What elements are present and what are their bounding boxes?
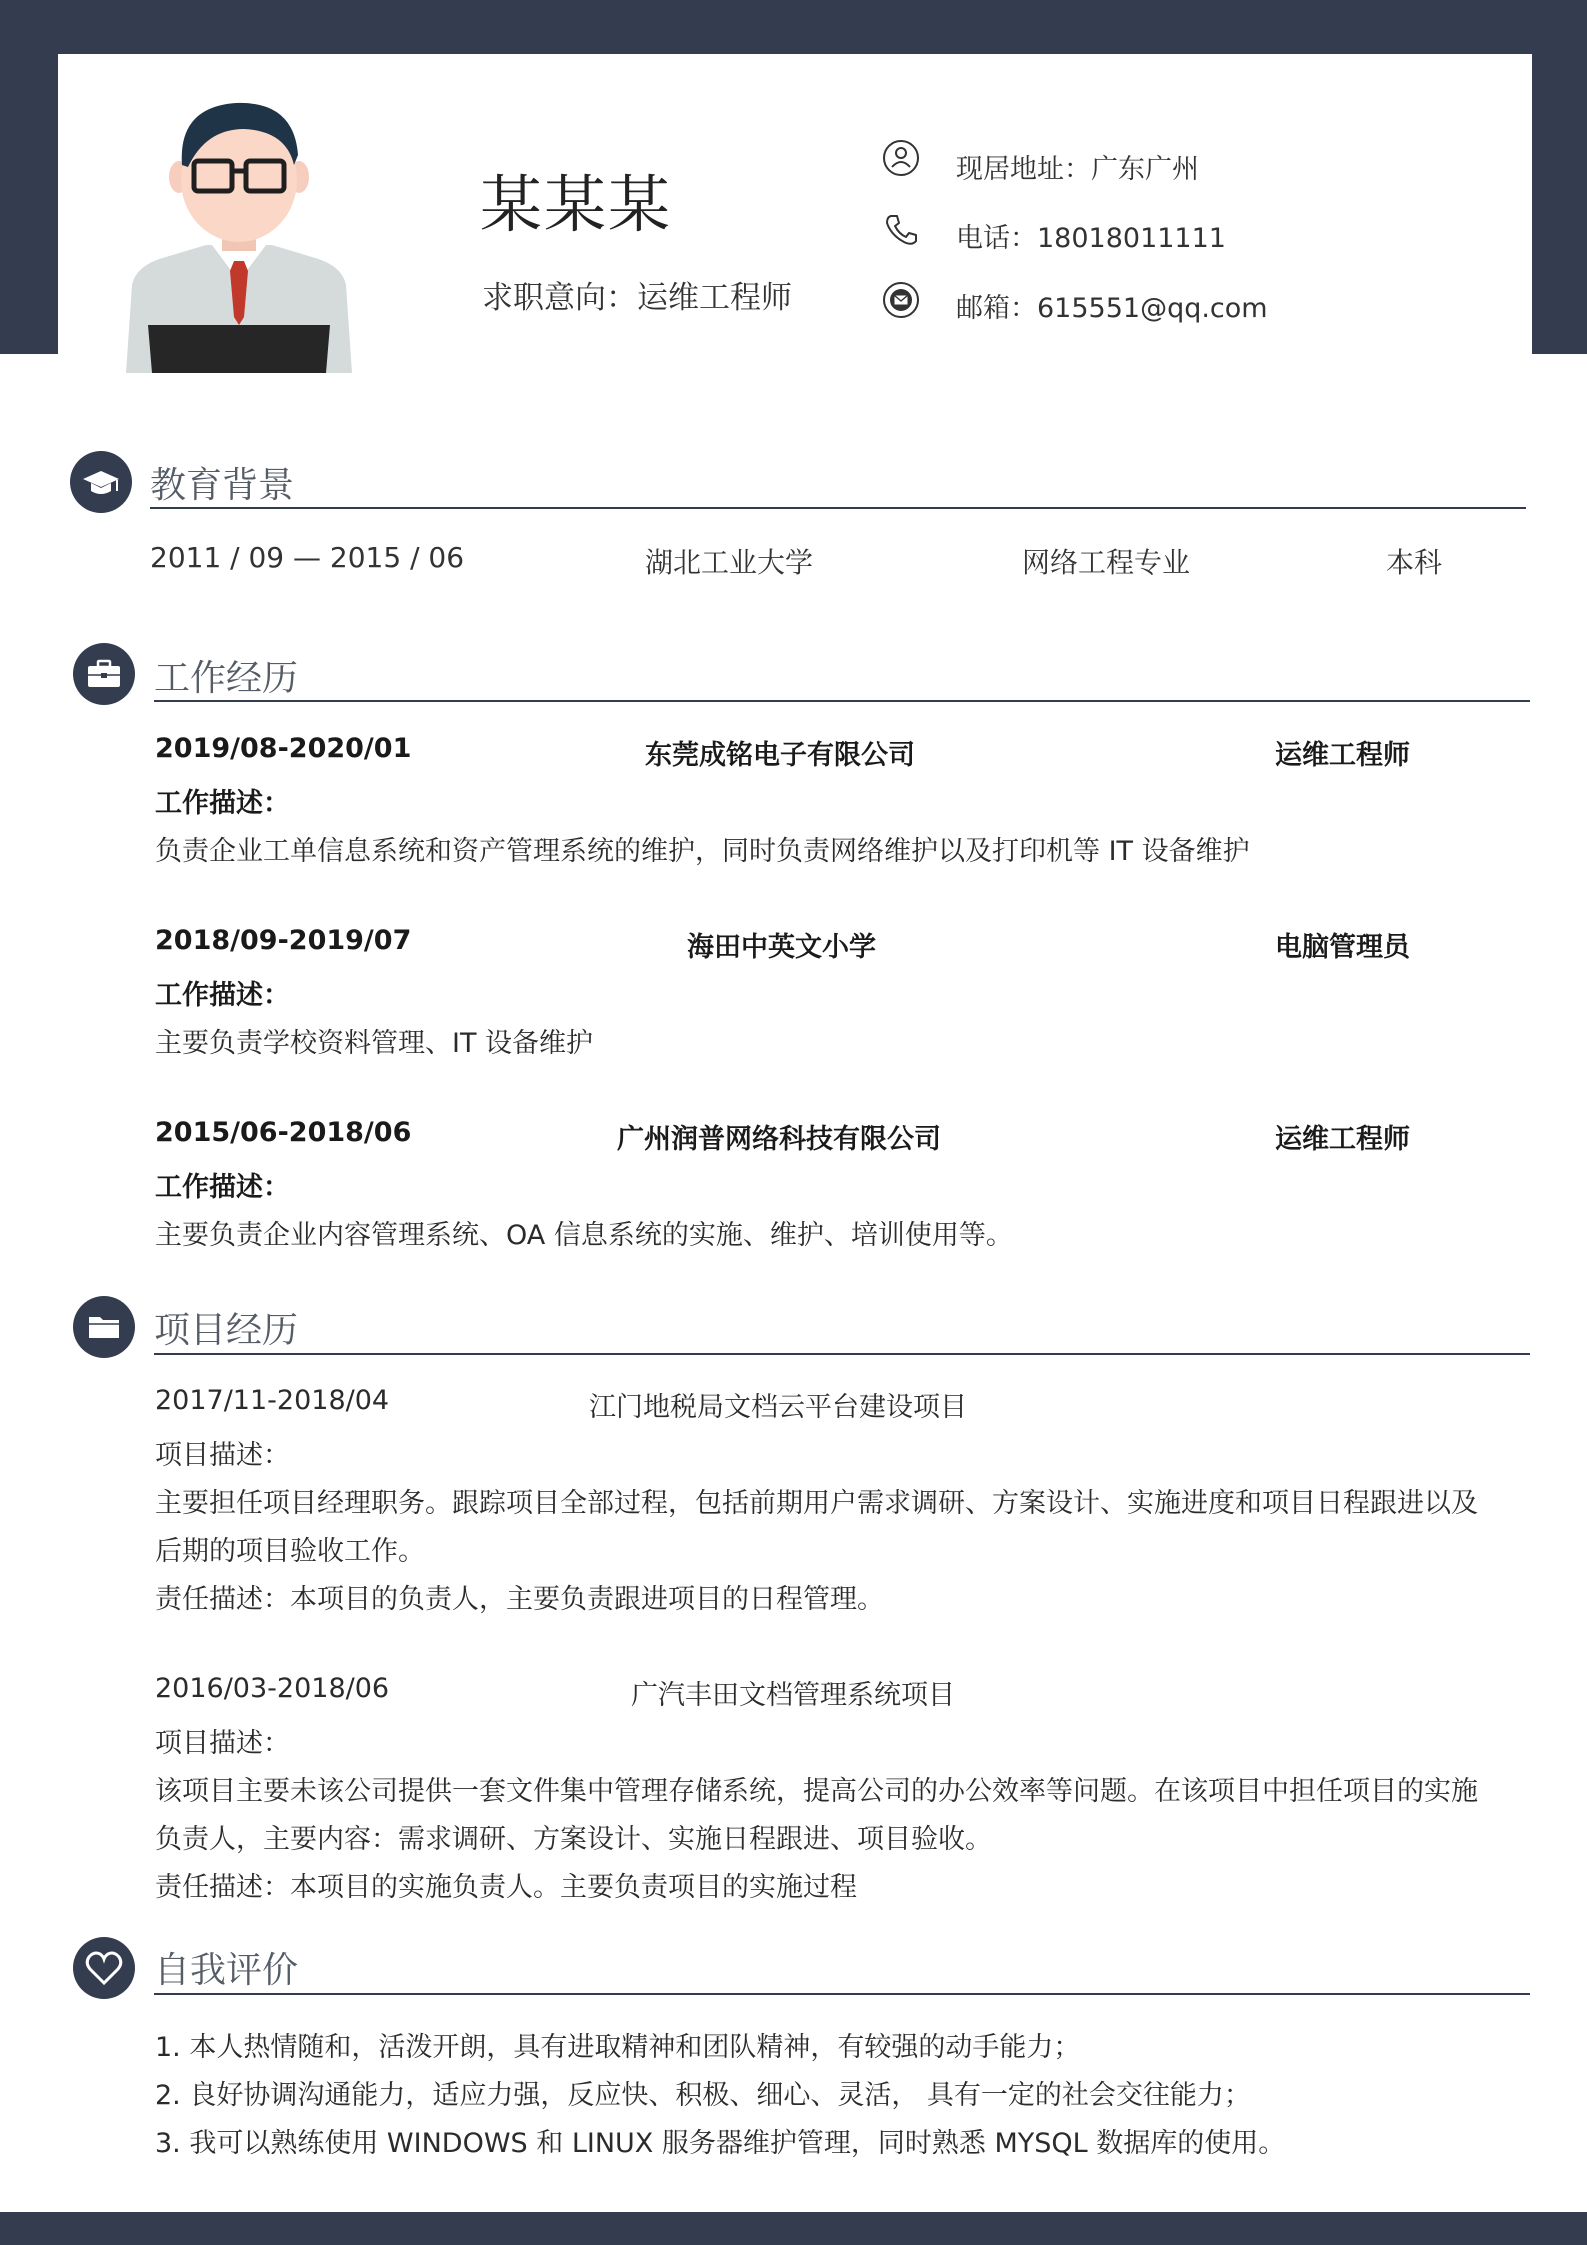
section-divider bbox=[154, 1353, 1530, 1355]
work-desc: 主要负责企业内容管理系统、OA 信息系统的实施、维护、培训使用等。 bbox=[155, 1220, 1013, 1251]
work-role: 运维工程师 bbox=[1275, 740, 1410, 771]
work-role: 运维工程师 bbox=[1275, 1124, 1410, 1155]
briefcase-icon bbox=[73, 643, 135, 705]
project-responsibility: 责任描述：本项目的实施负责人。主要负责项目的实施过程 bbox=[155, 1872, 857, 1903]
email-text: 邮箱：615551@qq.com bbox=[956, 293, 1268, 324]
section-title-education: 教育背景 bbox=[150, 465, 295, 506]
education-degree: 本科 bbox=[1386, 546, 1443, 579]
work-period: 2019/08-2020/01 bbox=[155, 733, 412, 764]
project-period: 2016/03-2018/06 bbox=[155, 1673, 390, 1704]
phone-icon bbox=[882, 211, 920, 249]
section-divider bbox=[154, 700, 1530, 702]
education-school: 湖北工业大学 bbox=[645, 546, 814, 579]
email-icon bbox=[882, 281, 920, 319]
project-name: 广汽丰田文档管理系统项目 bbox=[631, 1680, 955, 1711]
work-role: 电脑管理员 bbox=[1275, 932, 1410, 963]
work-company: 海田中英文小学 bbox=[687, 932, 876, 963]
project-responsibility: 责任描述：本项目的负责人，主要负责跟进项目的日程管理。 bbox=[155, 1584, 884, 1615]
section-title-projects: 项目经历 bbox=[154, 1310, 299, 1351]
self-eval-item: 3. 我可以熟练使用 WINDOWS 和 LINUX 服务器维护管理，同时熟悉 MYSQL 数据库的使用。 bbox=[155, 2128, 1286, 2159]
self-eval-item: 1. 本人热情随和，活泼开朗，具有进取精神和团队精神，有较强的动手能力； bbox=[155, 2032, 1081, 2063]
section-divider bbox=[150, 507, 1526, 509]
project-name: 江门地税局文档云平台建设项目 bbox=[589, 1392, 967, 1423]
project-desc-line: 后期的项目验收工作。 bbox=[155, 1536, 425, 1567]
work-company: 广州润普网络科技有限公司 bbox=[617, 1124, 941, 1155]
self-eval-item: 2. 良好协调沟通能力，适应力强，反应快、积极、细心、灵活， 具有一定的社会交往能力； bbox=[155, 2080, 1251, 2111]
project-desc-line: 负责人，主要内容：需求调研、方案设计、实施日程跟进、项目验收。 bbox=[155, 1824, 992, 1855]
work-period: 2015/06-2018/06 bbox=[155, 1117, 412, 1148]
education-major: 网络工程专业 bbox=[1022, 546, 1191, 579]
phone-text: 电话：18018011111 bbox=[956, 223, 1226, 254]
work-period: 2018/09-2019/07 bbox=[155, 925, 412, 956]
work-desc-label: 工作描述： bbox=[155, 788, 290, 819]
job-intent: 求职意向：运维工程师 bbox=[482, 280, 792, 316]
graduation-cap-icon bbox=[70, 451, 132, 513]
address-text: 现居地址：广东广州 bbox=[956, 154, 1199, 185]
education-period: 2011 / 09 — 2015 / 06 bbox=[150, 541, 465, 574]
work-desc: 负责企业工单信息系统和资产管理系统的维护，同时负责网络维护以及打印机等 IT 设备维护 bbox=[155, 836, 1250, 867]
project-desc-label: 项目描述： bbox=[155, 1440, 290, 1471]
work-desc-label: 工作描述： bbox=[155, 980, 290, 1011]
project-desc-line: 该项目主要未该公司提供一套文件集中管理存储系统，提高公司的办公效率等问题。在该项目中担任项目的实施 bbox=[155, 1776, 1478, 1807]
project-desc-label: 项目描述： bbox=[155, 1728, 290, 1759]
section-title-self-eval: 自我评价 bbox=[154, 1950, 299, 1991]
folder-icon bbox=[73, 1296, 135, 1358]
work-company: 东莞成铭电子有限公司 bbox=[645, 740, 915, 771]
project-desc-line: 主要担任项目经理职务。跟踪项目全部过程，包括前期用户需求调研、方案设计、实施进度和项目日程跟进以及 bbox=[155, 1488, 1478, 1519]
heart-icon bbox=[73, 1937, 135, 1999]
section-title-work: 工作经历 bbox=[154, 658, 299, 699]
candidate-name: 某某某 bbox=[480, 168, 673, 241]
work-desc: 主要负责学校资料管理、IT 设备维护 bbox=[155, 1028, 594, 1059]
person-icon bbox=[882, 139, 920, 177]
work-desc-label: 工作描述： bbox=[155, 1172, 290, 1203]
footer-bar bbox=[0, 2212, 1587, 2245]
section-divider bbox=[154, 1993, 1530, 1995]
avatar bbox=[126, 85, 352, 373]
project-period: 2017/11-2018/04 bbox=[155, 1385, 390, 1416]
